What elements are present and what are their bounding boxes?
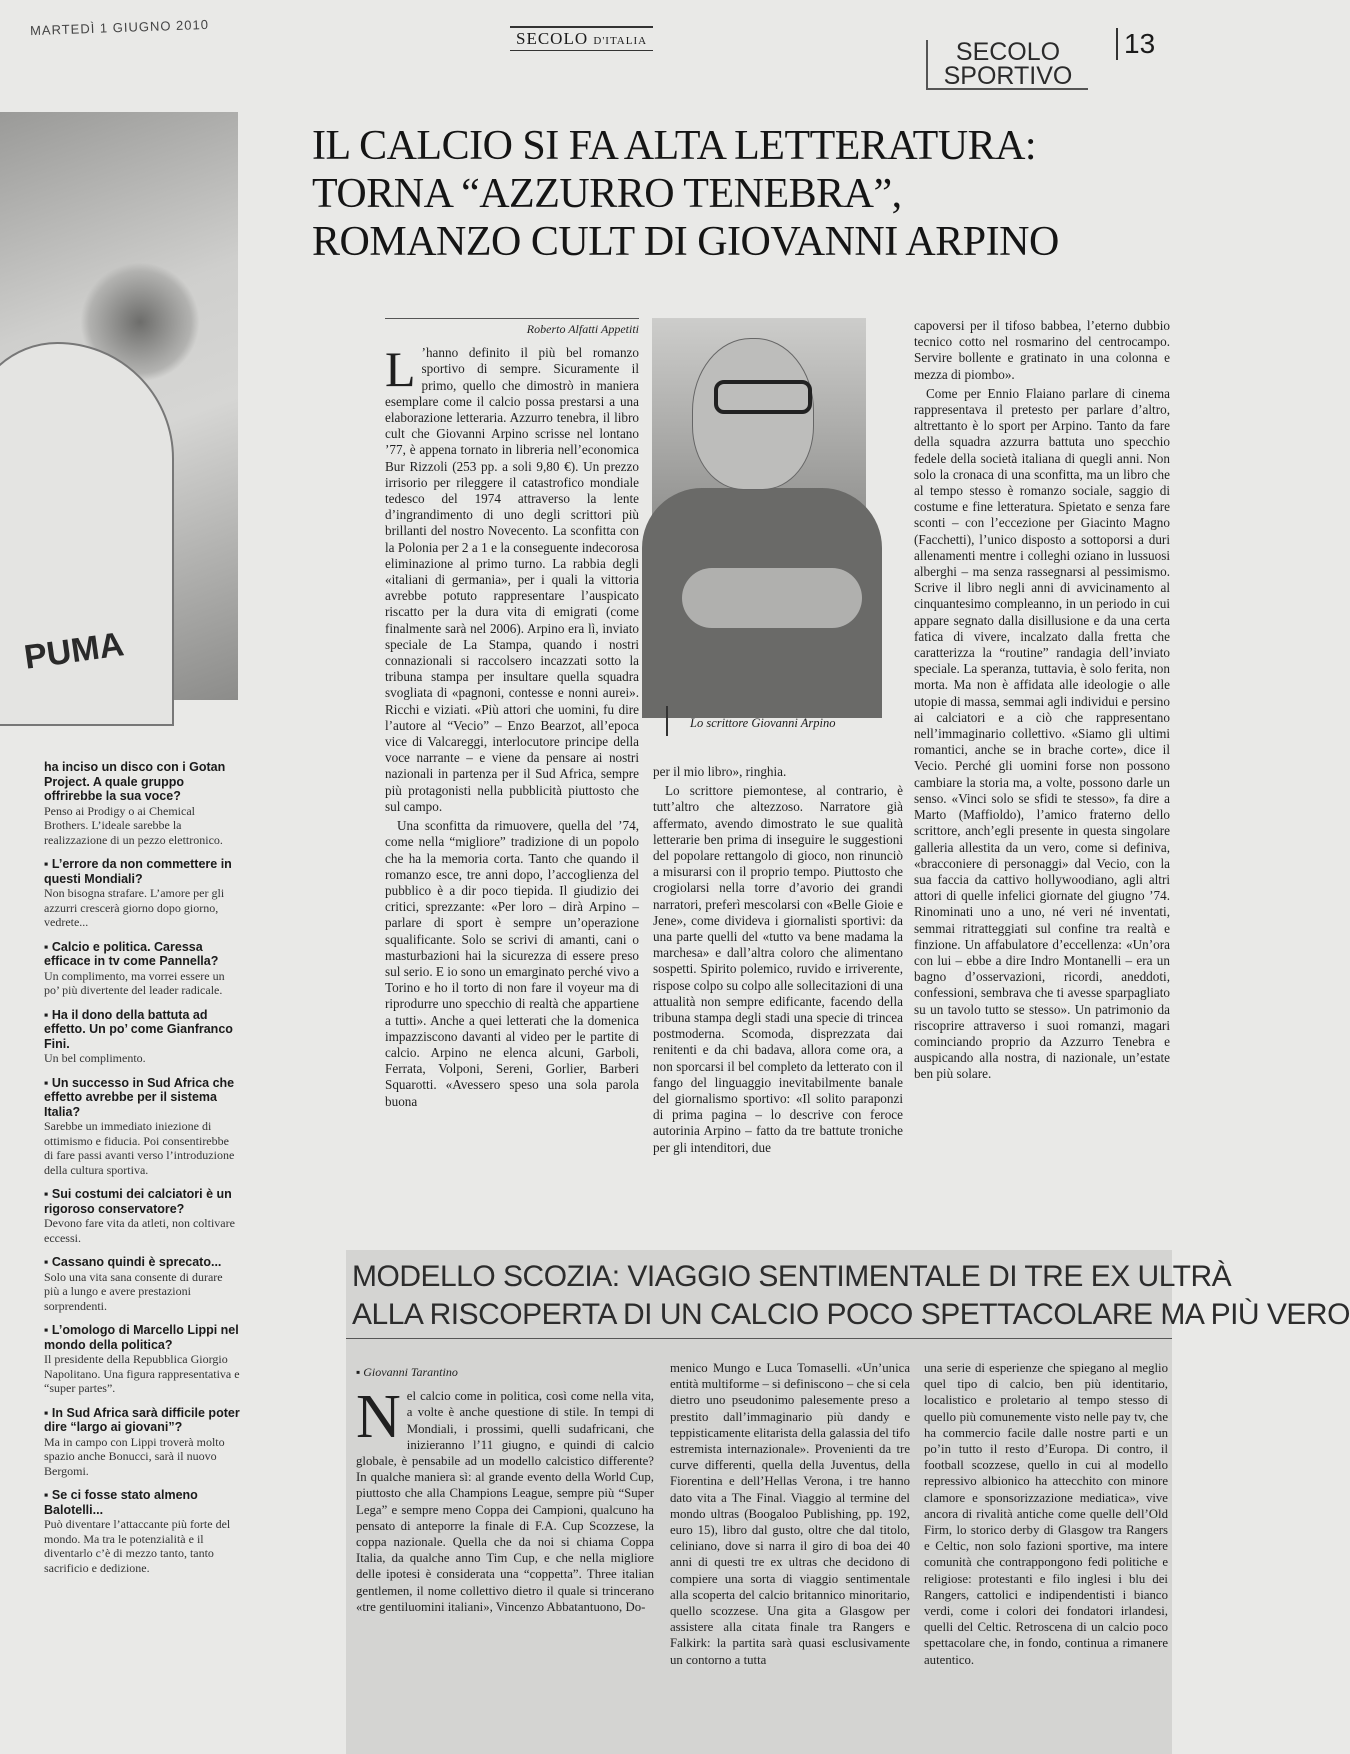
issue-date: MARTEDÌ 1 GIUGNO 2010 bbox=[29, 16, 210, 39]
interview-question: ▪ L’errore da non commettere in questi Mondiali? bbox=[44, 857, 232, 886]
box-column-1 bbox=[356, 1362, 654, 1618]
section-tag bbox=[926, 40, 1088, 90]
player-photo bbox=[0, 112, 238, 700]
interview-question: ▪ L’omologo di Marcello Lippi nel mondo della politica? bbox=[44, 1323, 239, 1352]
interview-answer: Un bel complimento. bbox=[44, 1051, 146, 1065]
interview-question: ha inciso un disco con i Gotan Project. A quale gruppo offrirebbe la sua voce? bbox=[44, 760, 226, 803]
headline-line-3: ROMANZO CULT DI GIOVANNI ARPINO bbox=[312, 219, 1059, 265]
interview-answer: Il presidente della Repubblica Giorgio Napolitano. Una figura rappresentativa e “super partes”. bbox=[44, 1352, 240, 1395]
article-col3-text: capoversi per il tifoso babbea, l’eterno dubbio tecnico cotto nel rosmarino del centrocampo. Servire bollente e gratinato in una colonna e mezza di piombo». bbox=[914, 318, 1170, 382]
box-divider bbox=[346, 1338, 1172, 1339]
article-byline: Roberto Alfatti Appetiti bbox=[385, 318, 639, 337]
box-headline-line-2: ALLA RISCOPERTA DI UN CALCIO POCO SPETTACOLARE MA PIÙ VERO bbox=[352, 1298, 1350, 1331]
caption-rule bbox=[666, 706, 668, 736]
masthead-name: SECOLO bbox=[516, 29, 589, 48]
box-headline-line-1: MODELLO SCOZIA: VIAGGIO SENTIMENTALE DI TRE EX ULTRÀ bbox=[352, 1260, 1232, 1293]
masthead-sub: D'ITALIA bbox=[593, 35, 648, 47]
box-column-2 bbox=[670, 1360, 910, 1671]
interview-question: ▪ Se ci fosse stato almeno Balotelli... bbox=[44, 1488, 198, 1517]
article-col1-text: ’hanno definito il più bel romanzo sportivo di sempre. Sicuramente il primo, quello che dimostrò in maniera esemplare come il calcio possa prestarsi a una elaborazione letteraria. Azzurro tenebra, il libro cult che Giovanni Arpino scrisse nel lontano ’77, è appena tornato in libreria nell’economica Bur Rizzoli (253 pp. a soli 9,80 €). Un prezzo irrisorio per rileggere il catastrofico mondiale tedesco del 1974 attraverso la lente d’ingrandimento di uno degli scrittori più brillanti del nostro Novecento. La sconfitta con la Polonia per 2 a 1 e la conseguente indecorosa eliminazione al primo turno. La rabbia degli «italiani di germania», per i quali la vittoria avrebbe potuto rappresentare l’auspicato riscatto per la dura vita di emigrati (come finalmente sarà nel 2006). Arpino era lì, inviato speciale de La Stampa, quando i nostri connazionali si raccolsero incazzati sotto la tribuna stampa per insultare quella squadra svogliata di «pagnoni, contesse e nonni aurei». Ricchi e viziati. «Più attori che uomini, fu dire l’autore al “Vecio” – Enzo Bearzot, all’epoca vice di Valcareggi, interlocutore principe della voce narrante – e viene da pensare ai nostri nazionali in partenza per il Sud Africa, sempre più protagonisti nella pubblicità piuttosto che sul campo. bbox=[385, 345, 639, 814]
headline-line-1: IL CALCIO SI FA ALTA LETTERATURA: bbox=[312, 123, 1037, 169]
article-col3-paragraph-2: Come per Ennio Flaiano parlare di cinema rappresentava il pretesto per parlare d’altro, altrettanto è lo sport per Arpino. Tanto da fare della squadra azzurra battuta uno specchio fedele della società italiana di quegli anni. Non solo la cronaca di una sconfitta, ma un libro che al tempo stesso è romanzo sociale, saggio di costume e fine letteratura. Spietato e senza fare sconti – con l’eccezione per Giacinto Magno (Facchetti), l’unico disposto a sottoporsi a duri allenamenti mentre i colleghi oziano in lussuosi alberghi – ma senza rassegnarsi al pessimismo. Scrive il libro negli anni di avvicinamento al cinquantesimo compleanno, in un periodo in cui appare segnato dalla disillusione e da una certa fatica di vivere, incalzato dalla fretta che caratterizza la “routine” randagia dell’inviato speciale. La speranza, tuttavia, è solo ferita, non morta. Ma non è affidata alle ideologie o alle utopie di massa, semmai agli individui e persino ai calciatori e a ciò che rappresentano nell’immaginario collettivo. «Siamo gli ultimi romantici, anche se in brache corte», dice il Vecio. Perché gli uomini forse non possono cambiare la storia ma, a volte, possono darle un senso. «Vinci solo se sfidi te stesso», fa dire a Marto (Maffioldo), l’amico fraterno dello scrittore, anch’egli presente in questa singolare galleria allestita da un vero, come si definiva, «bracconiere di personaggi» dal Vecio, con la sua faccia da cattivo hollywoodiano, agli altri attori di quelle infelici giornate del giugno ’74. Rinominati uno a uno, né veri né inventati, semmai ritratteggiati sul confine tra realtà e finzione. Un affabulatore d’eccellenza: «Un’ora con lui – ebbe a dire Indro Montanelli – era un bagno d’osservazioni, ricordi, aneddoti, confessioni, sembrava che ti avesse sparpagliato su un tavolo tutto se stesso». Un patrimonio da riscoprire attraverso i suoi romanzi, magari cominciando proprio da Azzurro Tenebra e auspicando alla nostra, di nazionale, un’estate ben più solare. bbox=[914, 385, 1170, 1082]
article-drop-cap: L bbox=[385, 341, 416, 398]
article-column-3 bbox=[914, 318, 1170, 1086]
interview-answer: Ma in campo con Lippi troverà molto spazio anche Bonucci, sarà il nuovo Bergomi. bbox=[44, 1434, 225, 1478]
box-headline bbox=[352, 1258, 1350, 1334]
headline-line-2: TORNA “AZZURRO TENEBRA”, bbox=[312, 171, 902, 217]
interview-answer: Devono fare vita da atleti, non coltivare eccessi. bbox=[44, 1216, 235, 1245]
article-col2-text: per il mio libro», ringhia. bbox=[653, 764, 787, 779]
interview-question: ▪ Sui costumi dei calciatori è un rigoroso conservatore? bbox=[44, 1187, 232, 1216]
interview-answer: Solo una vita sana consente di durare più a lungo e avere prestazioni sorprendenti. bbox=[44, 1269, 223, 1313]
interview-column bbox=[44, 760, 240, 1575]
interview-question: ▪ In Sud Africa sarà difficile poter dire “largo ai giovani”? bbox=[44, 1405, 240, 1434]
interview-answer: Sarebbe un immediato iniezione di ottimismo e fiducia. Poi consentirebbe di fare passi avanti verso l’introduzione della cultura sportiva. bbox=[44, 1119, 235, 1177]
photo-jersey-brand: PUMA bbox=[21, 625, 127, 677]
box-column-3 bbox=[924, 1360, 1168, 1671]
section-tag-line2: SPORTIVO bbox=[943, 62, 1073, 90]
interview-answer: Penso ai Prodigy o ai Chemical Brothers. L’ideale sarebbe la realizzazione di un pezzo elettronico. bbox=[44, 803, 223, 847]
box-col2-text: menico Mungo e Luca Tomaselli. «Un’unica entità multiforme – si definiscono – che si cela dietro uno pseudonimo palesemente preso a prestito dall’immaginario più dandy e teppisticamente elitarista della galassia del tifo estremista internazionale». Provenienti da tre curve differenti, quella della Juventus, della Fiorentina e dell’Hellas Verona, i tre hanno dato vita a The Final. Viaggio al termine del mondo ultras (Boogaloo Publishing, pp. 192, euro 15), libro dal gusto, oltre che dal titolo, celiniano, dove si narra il giro di boa dei 40 anni di questi tre ex ultras che decidono di compiere una sorta di viaggio sentimentale alla scoperta del calcio britannico minoritario, quello scozzese. Una gita a Glasgow per assistere alla citata finale tra Rangers e Falkirk: la partita sarà quasi esclusivamente un contorno a tutta bbox=[670, 1361, 910, 1667]
interview-question: ▪ Un successo in Sud Africa che effetto avrebbe per il sistema Italia? bbox=[44, 1075, 235, 1119]
interview-question: ▪ Ha il dono della battuta ad effetto. Un po’ come Gianfranco Fini. bbox=[44, 1007, 233, 1051]
arpino-photo-glasses bbox=[714, 380, 812, 414]
interview-question: ▪ Cassano quindi è sprecato... bbox=[44, 1255, 222, 1269]
box-col1-text: el calcio come in politica, così come nella vita, a volte è anche questione di stile. In tempi di Mondiali, i prossimi, quelli sudafricani, che inizieranno l’11 giugno, e quindi di calcio globale, è pensabile ad un modello calcistico differente? In qualche maniera sì: al grande evento della World Cup, piuttosto che alla Champions League, sempre più “Super Lega” e sempre meno Coppa dei Campioni, qualcuno ha pensato di anteporre la finale di F.A. Cup Scozzese, la coppa nazionale. Quella che da noi si chiama Coppa Italia, da qualche anno Tim Cup, e che nella migliore delle ipotesi è considerata una “coppetta”. Three italian gentlemen, il nome collettivo dietro il quale si trincerano «tre gentiluomini italiani», Vincenzo Abbatantuono, Do- bbox=[356, 1389, 654, 1614]
arpino-photo bbox=[652, 318, 866, 703]
interview-answer: Un complimento, ma vorrei essere un po’ più divertente del leader radicale. bbox=[44, 968, 225, 997]
box-byline: ▪ Giovanni Tarantino bbox=[356, 1365, 458, 1379]
article-column-2 bbox=[653, 764, 903, 1159]
article-headline bbox=[312, 122, 1172, 266]
article-column-1 bbox=[385, 318, 639, 1113]
interview-question: ▪ Calcio e politica. Caressa efficace in tv come Pannella? bbox=[44, 939, 219, 968]
box-drop-cap: N bbox=[356, 1383, 401, 1452]
arpino-photo-face bbox=[692, 338, 814, 490]
section-tag-line1: SECOLO bbox=[955, 38, 1061, 66]
box-col3-text: una serie di esperienze che spiegano al meglio quel tipo di calcio, ben più identitario, localistico e proletario al tempo stesso di quello più comunemente visto nelle pay tv, che ha commercio facile dalle nostre parti e un po’in tutto il resto d’Europa. Di contro, il football scozzese, quello in cui al modello repressivo albionico ha attecchito con minore clamore e sponsorizzazione mediatica», vive ancora di rivalità antiche come quelle dell’Old Firm, lo storico derby di Glasgow tra Rangers e Celtic, non solo fazioni sportive, ma intere comunità che contrappongono fedi politiche e religiose: protestanti e filo inglesi i blu dei Rangers, cattolici e indipendentisti i bianco verdi, come i colori dei fondatori irlandesi, quelli del Celtic. Retroscena di un calcio poco spettacolare che, in fondo, continua a rimanere autentico. bbox=[924, 1361, 1168, 1667]
newspaper-masthead bbox=[510, 26, 653, 51]
interview-answer: Può diventare l’attaccante più forte del mondo. Ma tra le potenzialità e il diventarlo c’è di mezzo tanto, tanto sacrificio e dedizione. bbox=[44, 1517, 231, 1575]
page-number: 13 bbox=[1116, 28, 1155, 60]
photo-caption: Lo scrittore Giovanni Arpino bbox=[690, 716, 836, 730]
interview-answer: Non bisogna strafare. L’amore per gli azzurri crescerà giorno dopo giorno, vedrete... bbox=[44, 886, 225, 929]
article-col2-paragraph-2: Lo scrittore piemontese, al contrario, è tutt’altro che altezzoso. Narratore già affermato, avendo dimostrato le sue qualità letterarie ben prima di inseguire le suggestioni del popolare rettangolo di gioco, non rinunciò a misurarsi con il proprio tempo. Piuttosto che crogiolarsi nella torre d’avorio dei grandi narratori, preferì mescolarsi con «Belle Gioie e Jene», come divideva i giornalisti sportivi: da una parte quelli del «tutto va bene madama la marchesa» e dall’altra coloro che alimentano sospetti. Spirito polemico, ruvido e irriverente, rispose colpo su colpo alle sollecitazioni di una attualità non sempre edificante, facendo della tribuna stampa degli stadi una specie di trincea postmoderna. Scomoda, disprezzata dai renitenti e da chi badava, allora come ora, a non sporcarsi il bel completo da letterato con il fango del linguaggio inevitabilmente banale del giornalismo sportivo: «Il solito paraponzi di prima pagina – lo descrive con feroce autorinia Arpino – fatto da tre battute troniche per gli intenditori, due bbox=[653, 783, 903, 1155]
article-col1-paragraph-2: Una sconfitta da rimuovere, quella del ’74, come nella “migliore” tradizione di un popolo che ha la memoria corta. Tanto che quando il romanzo esce, tre anni dopo, l’accoglienza del pubblico è a dir poco tiepida. Il giudizio dei critici, sprezzante: «Per loro – dirà Arpino – parlare di sport è sempre un’operazione squalificante. Solo se scrivi di amanti, cani o masturbazioni hai la sicurezza di essere preso sul serio. E io sono un emarginato perché vivo a Torino e ho il torto di non fare il voyeur ma di riprodurre uno specchio di realtà che appartiene a tutti». Anche a quei letterati che la domenica impazziscono davanti al video per le partite di calcio. Arpino ne elenca alcuni, Garboli, Ferrata, Volponi, Sereni, Gorlier, Barberi Squarotti. «Avessero speso una sola parola buona bbox=[385, 818, 639, 1109]
arpino-photo-crossed-arms bbox=[682, 568, 862, 628]
